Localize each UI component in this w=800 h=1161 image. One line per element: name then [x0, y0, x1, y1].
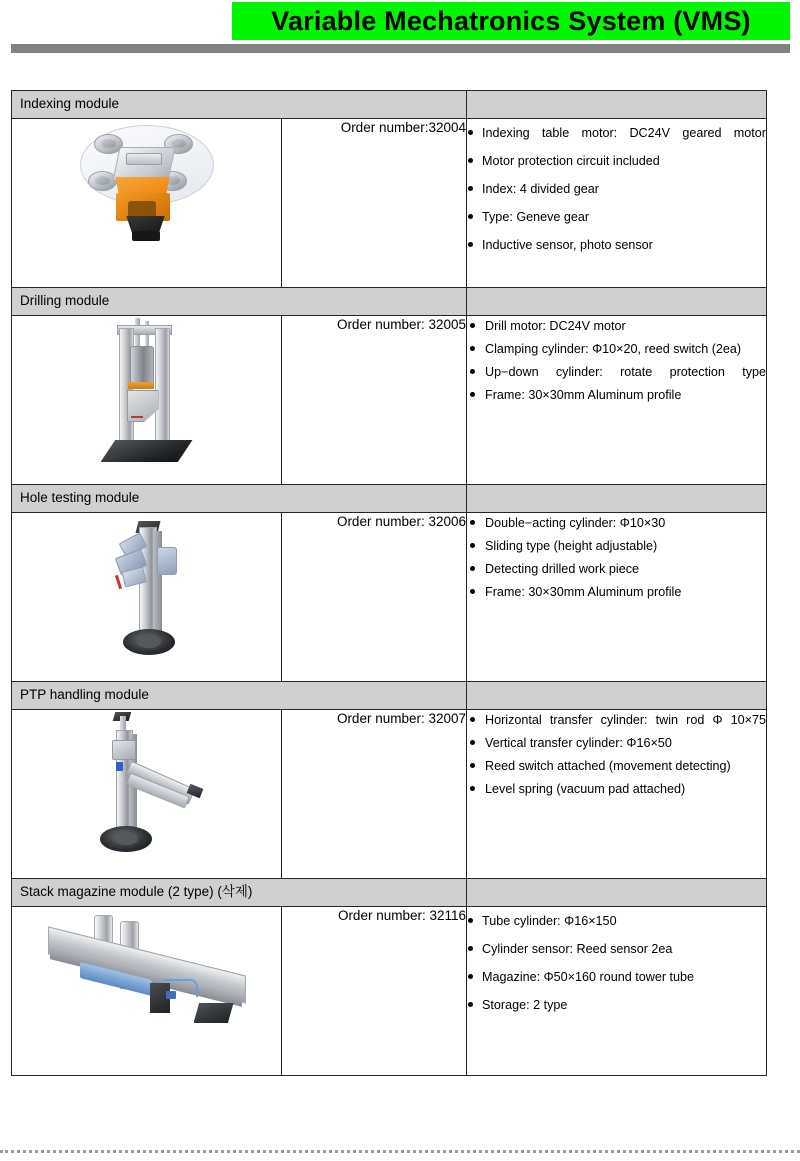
table-row: [12, 316, 767, 485]
order-number-cell: [282, 316, 467, 485]
section-header-row: [12, 682, 767, 710]
modules-spec-table: [11, 90, 767, 1076]
section-header-blank-cell: [467, 682, 767, 710]
module-image-cell: [12, 710, 282, 879]
order-number-cell: [282, 119, 467, 288]
spec-item: Indexing table motor: DC24V geared motor: [467, 119, 766, 147]
spec-item: Frame: 30×30mm Aluminum profile: [467, 385, 766, 405]
spec-list-cell: [467, 907, 767, 1076]
spec-list: [467, 710, 766, 799]
section-header-row: [12, 485, 767, 513]
ptp-handling-module-illustration: [72, 710, 222, 860]
spec-item: Tube cylinder: Φ16×150: [467, 907, 766, 935]
spec-list-cell: [467, 316, 767, 485]
spec-item: Up−down cylinder: rotate protection type: [467, 362, 766, 382]
reed-switch-shape: [116, 762, 123, 771]
red-marker-shape: [114, 575, 121, 589]
spec-item: Cylinder sensor: Reed sensor 2ea: [467, 935, 766, 963]
reed-sensor-shape: [166, 991, 176, 999]
module-image-cell: [12, 513, 282, 682]
section-title: Drilling module: [20, 293, 110, 308]
section-header-cell: [12, 879, 467, 907]
section-header-cell: [12, 682, 467, 710]
module-image-cell: [12, 119, 282, 288]
section-title: Hole testing module: [20, 490, 140, 505]
hole-testing-module-illustration: [87, 513, 207, 663]
rail-end-cap-shape: [194, 1003, 234, 1023]
spec-list: [467, 316, 766, 405]
section-title: Indexing module: [20, 96, 120, 111]
section-header-cell: [12, 485, 467, 513]
spec-item: Reed switch attached (movement detecting): [467, 756, 766, 776]
round-base-inner-shape: [137, 635, 161, 648]
section-header-cell: [12, 288, 467, 316]
spec-list-cell: [467, 710, 767, 879]
fixture-puck-shape: [88, 171, 117, 191]
spec-item: Clamping cylinder: Φ10×20, reed switch (2ea): [467, 339, 766, 359]
section-title: Stack magazine module (2 type) (삭제): [20, 884, 253, 899]
red-marker-shape: [131, 416, 143, 418]
aluminum-post-shape: [155, 328, 170, 446]
spec-item: Detecting drilled work piece: [467, 559, 766, 579]
table-row: [12, 119, 767, 288]
spec-list: [467, 513, 766, 602]
spec-item: Vertical transfer cylinder: Φ16×50: [467, 733, 766, 753]
module-image-cell: [12, 907, 282, 1076]
section-header-blank-cell: [467, 91, 767, 119]
spec-item: Type: Geneve gear: [467, 203, 766, 231]
spec-item: Double−acting cylinder: Φ10×30: [467, 513, 766, 533]
spec-list-cell: [467, 513, 767, 682]
clamp-block-shape: [112, 740, 136, 760]
geneva-arm-shape: [126, 153, 162, 165]
footer-dotted-rule: [0, 1150, 800, 1156]
module-image-cell: [12, 316, 282, 485]
title-underline-bar: [11, 44, 790, 53]
section-header-cell: [12, 91, 467, 119]
section-header-blank-cell: [467, 288, 767, 316]
order-number-text: Order number:32004: [340, 120, 467, 135]
drilling-module-illustration: [87, 316, 207, 466]
spec-list: [467, 907, 766, 1019]
order-number-cell: [282, 513, 467, 682]
section-header-row: [12, 879, 767, 907]
orange-collar-shape: [128, 382, 154, 389]
table-row: [12, 513, 767, 682]
spec-item: Motor protection circuit included: [467, 147, 766, 175]
spec-list: [467, 119, 766, 259]
spec-item: Index: 4 divided gear: [467, 175, 766, 203]
section-title: PTP handling module: [20, 687, 149, 702]
page-title-banner: [0, 0, 800, 44]
order-number-cell: [282, 907, 467, 1076]
spec-item: Sliding type (height adjustable): [467, 536, 766, 556]
section-header-row: [12, 288, 767, 316]
spec-item: Magazine: Φ50×160 round tower tube: [467, 963, 766, 991]
order-number-text: Order number: 32007: [336, 711, 467, 726]
order-number-text: Order number: 32006: [336, 514, 467, 529]
spec-item: Storage: 2 type: [467, 991, 766, 1019]
indexing-table-module-illustration: [72, 119, 222, 249]
round-base-inner-shape: [114, 832, 138, 845]
section-header-blank-cell: [467, 879, 767, 907]
section-header-row: [12, 91, 767, 119]
order-number-text: Order number: 32116: [337, 908, 467, 923]
spec-item: Level spring (vacuum pad attached): [467, 779, 766, 799]
spec-item: Drill motor: DC24V motor: [467, 316, 766, 336]
cylinder-body-shape: [157, 547, 177, 575]
table-row: [12, 907, 767, 1076]
spec-item: Frame: 30×30mm Aluminum profile: [467, 582, 766, 602]
section-header-blank-cell: [467, 485, 767, 513]
table-row: [12, 710, 767, 879]
base-plate-shape: [101, 440, 193, 462]
stack-magazine-module-illustration: [42, 907, 252, 1037]
order-number-cell: [282, 710, 467, 879]
order-number-text: Order number: 32005: [336, 317, 467, 332]
base-foot-shape: [132, 231, 160, 241]
drill-motor-shape: [130, 346, 154, 386]
spec-list-cell: [467, 119, 767, 288]
page-title: Variable Mechatronics System (VMS): [232, 2, 790, 40]
spec-item: Inductive sensor, photo sensor: [467, 231, 766, 259]
spec-item: Horizontal transfer cylinder: twin rod Φ 10×75: [467, 710, 766, 730]
